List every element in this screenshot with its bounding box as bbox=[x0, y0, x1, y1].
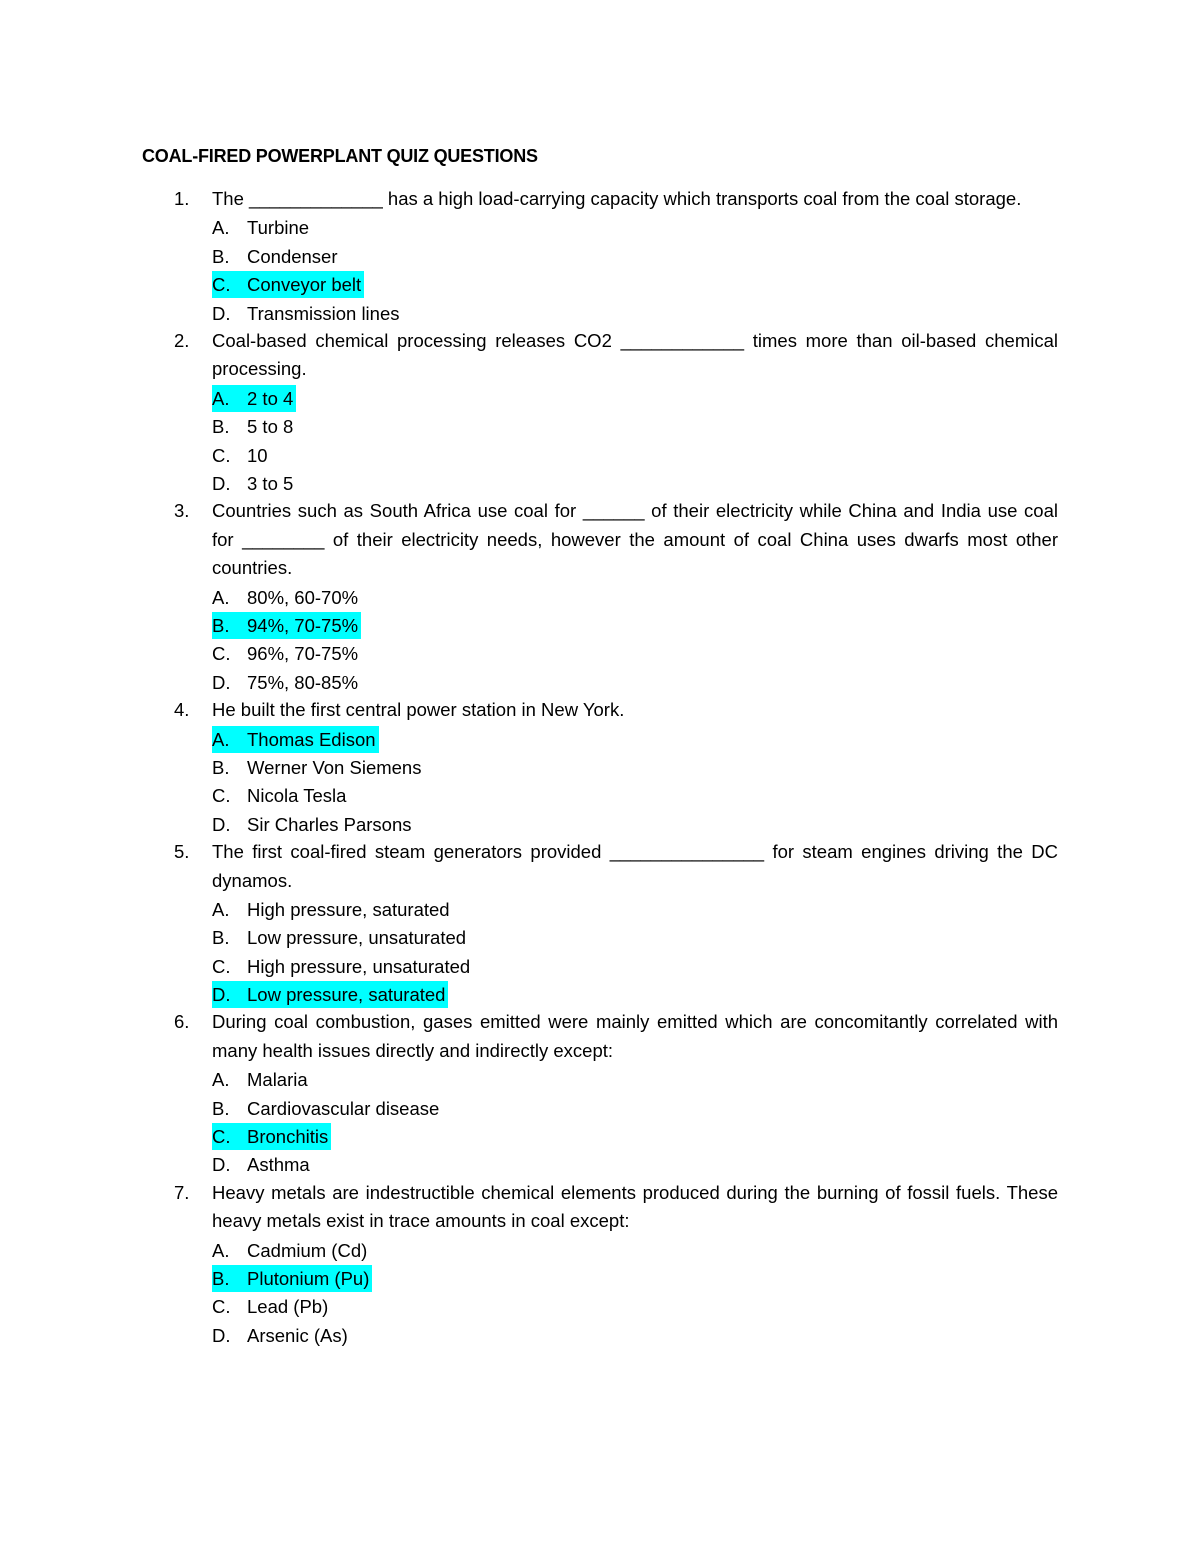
answer-option bbox=[0, 583, 1200, 611]
question-number: 7. bbox=[174, 1181, 190, 1203]
answer-option bbox=[0, 781, 1200, 809]
answer-option-content bbox=[212, 924, 469, 951]
answer-option bbox=[0, 1321, 1200, 1349]
option-text: Lead (Pb) bbox=[247, 1296, 329, 1318]
option-text: High pressure, saturated bbox=[247, 898, 450, 920]
question-text: Coal-based chemical processing releases CO2 ____________ times more than oil-based chemical processing. bbox=[212, 329, 1058, 380]
answer-option bbox=[0, 725, 1200, 753]
option-letter: A. bbox=[212, 728, 230, 750]
answer-option bbox=[0, 1094, 1200, 1122]
answer-options bbox=[0, 583, 1200, 697]
option-letter: D. bbox=[212, 1154, 231, 1176]
question-text: The first coal-fired steam generators provided _______________ for steam engines driving the DC dynamos. bbox=[212, 841, 1058, 891]
quiz-question bbox=[0, 1179, 1200, 1349]
correct-answer-highlight bbox=[212, 1265, 372, 1292]
answer-option bbox=[0, 639, 1200, 667]
option-letter: B. bbox=[212, 927, 230, 949]
correct-answer-highlight bbox=[212, 271, 364, 298]
answer-option bbox=[0, 299, 1200, 327]
page-title: COAL-FIRED POWERPLANT QUIZ QUESTIONS bbox=[142, 146, 538, 166]
option-text: 10 bbox=[247, 444, 268, 466]
option-letter: C. bbox=[212, 1296, 231, 1318]
answer-option-content bbox=[212, 953, 473, 980]
option-text: Turbine bbox=[247, 217, 310, 239]
answer-option bbox=[0, 242, 1200, 270]
answer-option bbox=[0, 1122, 1200, 1150]
option-text: Bronchitis bbox=[247, 1126, 329, 1148]
answer-option-content bbox=[212, 1095, 442, 1122]
answer-option bbox=[0, 980, 1200, 1008]
answer-option-content bbox=[212, 1293, 331, 1320]
option-letter: A. bbox=[212, 217, 230, 239]
option-letter: D. bbox=[212, 1324, 231, 1346]
option-letter: D. bbox=[212, 302, 231, 324]
answer-option bbox=[0, 753, 1200, 781]
option-text: Condenser bbox=[247, 245, 338, 267]
answer-option-content bbox=[212, 442, 271, 469]
question-text: During coal combustion, gases emitted were mainly emitted which are concomitantly correlated with many health issues directly and indirectly except: bbox=[212, 1011, 1058, 1061]
option-text: Arsenic (As) bbox=[247, 1324, 348, 1346]
answer-option bbox=[0, 412, 1200, 440]
quiz-question-list bbox=[0, 185, 1200, 1349]
question-text: He built the first central power station in New York. bbox=[212, 699, 625, 721]
answer-option-content bbox=[212, 669, 361, 696]
option-text: Low pressure, saturated bbox=[247, 984, 446, 1006]
option-letter: B. bbox=[212, 756, 230, 778]
question-text: Countries such as South Africa use coal for ______ of their electricity while China and India use coal for ________ of their electricity needs, however the amount of coal China uses dwarfs most other countries. bbox=[212, 500, 1058, 579]
question-number: 6. bbox=[174, 1011, 190, 1033]
answer-option bbox=[0, 810, 1200, 838]
option-letter: C. bbox=[212, 955, 231, 977]
option-letter: A. bbox=[212, 387, 230, 409]
option-text: High pressure, unsaturated bbox=[247, 955, 471, 977]
quiz-question bbox=[0, 327, 1200, 497]
answer-option-content bbox=[212, 1322, 351, 1349]
option-text: 75%, 80-85% bbox=[247, 671, 359, 693]
answer-option bbox=[0, 213, 1200, 241]
answer-option bbox=[0, 384, 1200, 412]
option-text: Asthma bbox=[247, 1154, 310, 1176]
option-letter: A. bbox=[212, 1069, 230, 1091]
answer-option-content bbox=[212, 470, 296, 497]
option-letter: C. bbox=[212, 444, 231, 466]
answer-options bbox=[0, 1236, 1200, 1350]
option-text: 2 to 4 bbox=[247, 387, 294, 409]
answer-option bbox=[0, 1065, 1200, 1093]
answer-option-content bbox=[212, 413, 296, 440]
answer-options bbox=[0, 384, 1200, 498]
option-text: Transmission lines bbox=[247, 302, 400, 324]
answer-option bbox=[0, 668, 1200, 696]
question-number: 4. bbox=[174, 699, 190, 721]
answer-option bbox=[0, 611, 1200, 639]
option-text: Cadmium (Cd) bbox=[247, 1239, 368, 1261]
option-letter: D. bbox=[212, 671, 231, 693]
quiz-question bbox=[0, 838, 1200, 1008]
answer-option bbox=[0, 1236, 1200, 1264]
option-text: Thomas Edison bbox=[247, 728, 376, 750]
quiz-question bbox=[0, 696, 1200, 838]
question-number: 2. bbox=[174, 329, 190, 351]
option-text: Malaria bbox=[247, 1069, 308, 1091]
answer-option-content bbox=[212, 1151, 313, 1178]
option-letter: C. bbox=[212, 1126, 231, 1148]
answer-option bbox=[0, 1150, 1200, 1178]
answer-option-content bbox=[212, 214, 312, 241]
option-letter: B. bbox=[212, 1097, 230, 1119]
correct-answer-highlight bbox=[212, 981, 448, 1008]
question-number: 3. bbox=[174, 500, 190, 522]
correct-answer-highlight bbox=[212, 1123, 331, 1150]
answer-option bbox=[0, 441, 1200, 469]
answer-option-content bbox=[212, 640, 361, 667]
quiz-question bbox=[0, 1008, 1200, 1178]
answer-option-content bbox=[212, 754, 424, 781]
answer-option-content bbox=[212, 1066, 311, 1093]
question-text: Heavy metals are indestructible chemical elements produced during the burning of fossil fuels. These heavy metals exist in trace amounts in coal except: bbox=[212, 1181, 1058, 1232]
answer-option-content bbox=[212, 811, 415, 838]
option-text: Sir Charles Parsons bbox=[247, 813, 412, 835]
quiz-question bbox=[0, 497, 1200, 696]
option-text: 3 to 5 bbox=[247, 472, 294, 494]
answer-options bbox=[0, 213, 1200, 327]
quiz-question bbox=[0, 185, 1200, 327]
option-letter: A. bbox=[212, 586, 230, 608]
option-text: 5 to 8 bbox=[247, 416, 294, 438]
option-letter: C. bbox=[212, 643, 231, 665]
answer-option-content bbox=[212, 584, 361, 611]
option-letter: D. bbox=[212, 984, 231, 1006]
option-text: 94%, 70-75% bbox=[247, 614, 359, 636]
option-text: Cardiovascular disease bbox=[247, 1097, 440, 1119]
option-text: Nicola Tesla bbox=[247, 785, 347, 807]
answer-options bbox=[0, 1065, 1200, 1179]
answer-option-content bbox=[212, 1237, 370, 1264]
option-letter: A. bbox=[212, 1239, 230, 1261]
option-text: Werner Von Siemens bbox=[247, 756, 422, 778]
answer-options bbox=[0, 895, 1200, 1009]
answer-option bbox=[0, 895, 1200, 923]
answer-option bbox=[0, 952, 1200, 980]
option-letter: A. bbox=[212, 898, 230, 920]
answer-options bbox=[0, 725, 1200, 839]
answer-option-content bbox=[212, 782, 349, 809]
option-letter: B. bbox=[212, 614, 230, 636]
option-text: 96%, 70-75% bbox=[247, 643, 359, 665]
option-text: Conveyor belt bbox=[247, 274, 362, 296]
option-text: Low pressure, unsaturated bbox=[247, 927, 467, 949]
option-letter: C. bbox=[212, 785, 231, 807]
answer-option bbox=[0, 1292, 1200, 1320]
answer-option-content bbox=[212, 896, 453, 923]
answer-option bbox=[0, 923, 1200, 951]
answer-option-content bbox=[212, 243, 341, 270]
option-letter: B. bbox=[212, 245, 230, 267]
option-text: 80%, 60-70% bbox=[247, 586, 359, 608]
option-letter: B. bbox=[212, 1268, 230, 1290]
answer-option bbox=[0, 270, 1200, 298]
answer-option-content bbox=[212, 300, 403, 327]
question-number: 1. bbox=[174, 188, 190, 209]
option-text: Plutonium (Pu) bbox=[247, 1268, 370, 1290]
option-letter: D. bbox=[212, 472, 231, 494]
question-number: 5. bbox=[174, 841, 190, 863]
option-letter: C. bbox=[212, 274, 231, 296]
option-letter: B. bbox=[212, 416, 230, 438]
correct-answer-highlight bbox=[212, 726, 379, 753]
answer-option bbox=[0, 469, 1200, 497]
correct-answer-highlight bbox=[212, 385, 296, 412]
correct-answer-highlight bbox=[212, 612, 361, 639]
question-text: The _____________ has a high load-carrying capacity which transports coal from the coal storage. bbox=[212, 188, 1022, 209]
answer-option bbox=[0, 1264, 1200, 1292]
option-letter: D. bbox=[212, 813, 231, 835]
